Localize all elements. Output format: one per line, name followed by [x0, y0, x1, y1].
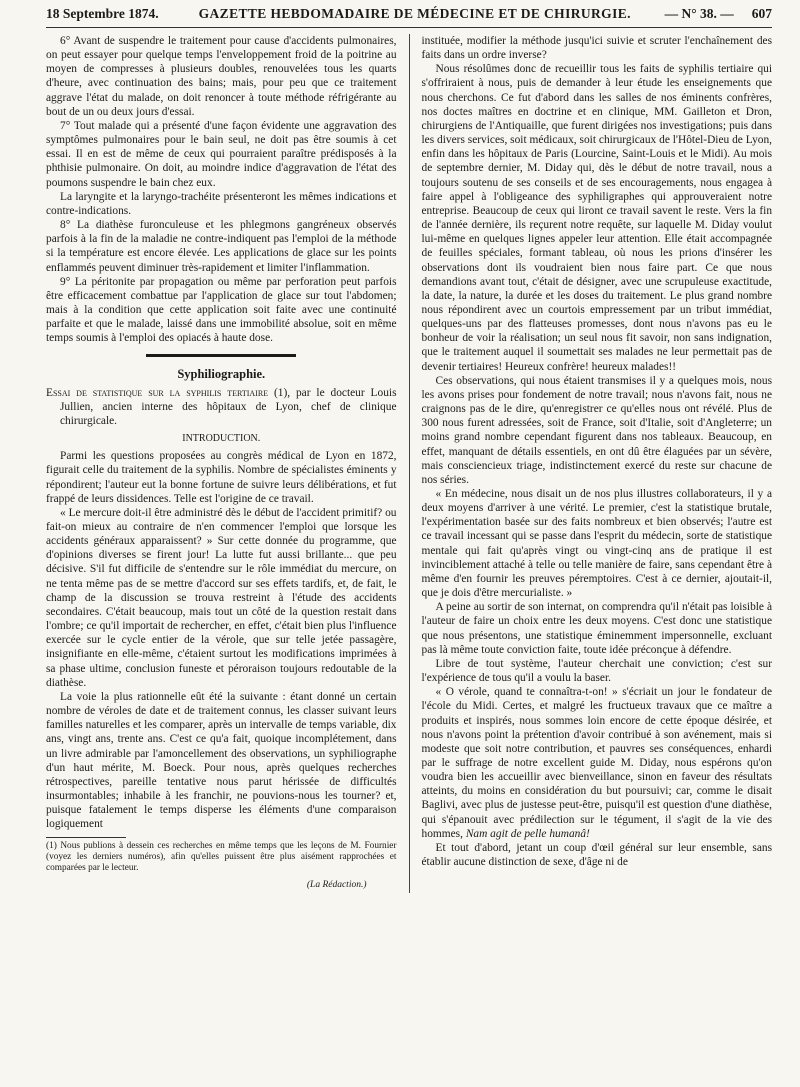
- essay-title: [46, 386, 397, 428]
- issue-date: 18 Septembre 1874.: [46, 6, 159, 21]
- paragraph: La voie la plus rationnelle eût été la suivante : étant donné un certain nombre de véroles de date et de traitement connus, les classer suivant leurs familles naturelles et les comparer, après un intervalle de temps variable, dix ans, vingt ans, trente ans. C'est ce qu'a fait, quoique incomplétement, dans un livre admirable par l'amoncellement des observations, un syphiliographe d'un haut mérite, M. Boeck. Pour nous, après quelques recherches rétrospectives, pareille tentative nous parut hérissée de difficultés insurmontables; inhabile à les franchir, ne pouvions-nous les tourner? et, puisque fatalement le temps disperse les éléments d'une comparaison logiquement: [46, 690, 397, 831]
- section-title: Syphiliographie.: [177, 367, 266, 382]
- paragraph: « En médecine, nous disait un de nos plus illustres collaborateurs, il y a deux moyens d'arriver à une vérité. Le premier, c'est la statistique brutale, l'expérimentation basée sur des faits nombreux et bien observés; l'autre est ce travail incessant qui se passe dans l'esprit du médecin, sorte de statistique mentale qui fait qu'après vingt ou vingt-cinq ans de pratique il est invinciblement attaché à telle ou telle manière de faire, sans cependant être à même d'en fournir les preuves péremptoires. C'est à ce dernier, ajoutait-il, que je dois d'être mercurialiste. »: [421, 488, 773, 600]
- paragraph: 9° La péritonite par propagation ou même par perforation peut parfois être efficacement combattue par l'application de glace sur tout l'abdomen; mais à la condition que cette application soit faite avec une continuité parfaite et que le malade, laissé dans une immobilité absolue, soit en même temps soumis à l'emploi des opiacés à haute dose.: [46, 275, 397, 345]
- paragraph: Parmi les questions proposées au congrès médical de Lyon en 1872, figurait celle du traitement de la syphilis. Nombre de spécialistes éminents y répondirent; l'auteur eut la bonne fortune de suivre leurs délibérations, et fut frappé de leurs dissidences. Telle est l'origine de ce travail.: [46, 450, 397, 505]
- paragraph: La laryngite et la laryngo-trachéite présenteront les mêmes indications et contre-indications.: [46, 190, 397, 217]
- paragraph-text: « O vérole, quand te connaîtra-t-on! » s'écriait un jour le fondateur de l'école du Midi. Certes, et malgré les fructueux travaux que ce maître a produits et inspirés, nous sommes loin encore de cette époque désirée, et nous n'avons point la prétention d'avoir contribué à son avénement, mais si modeste que soit notre contribution, et pauvres ses conséquences, enhardi par le suffrage de notre excellent guide M. Diday, nous espérons qu'on voudra bien les accueillir avec bienveillance, sinon en faveur des résultats atteints, du moins en considération du but poursuivi; car, comme le disait Baglivi, avec plus de justesse peut-être, puisqu'il est question d'une diathèse, qui s'épanouit avec prédilection sur le tégument, il s'agit de la vie des hommes,: [421, 686, 773, 840]
- journal-title: GAZETTE HEBDOMADAIRE DE MÉDECINE ET DE CHIRURGIE.: [198, 6, 631, 21]
- left-column: [46, 34, 397, 893]
- paragraph: Nous résolûmes donc de recueillir tous les faits de syphilis tertiaire qui s'offriraient à nous, puis de demander à leur étude les enseignements que nous cherchons. Ce fut d'abord dans les salles de nos éminents confrères, nos doctes maîtres en doctrine et en clinique, MM. Gailleton et Dron, chirurgiens de l'Antiquaille, que furent dirigées nos investigations; puis dans les divers services, soit médicaux, soit chirurgicaux de l'Hôtel-Dieu de Lyon, enfin dans les hôpitaux de Paris (Lourcine, Saint-Louis et le Midi). Au mois de septembre dernier, M. Diday qui, dès le début de notre travail, nous a toujours soutenu de ses conseils et de ses encouragements, nous engagea à faire appel à l'obligeance des syphiligraphes qui approuveraient notre entreprise. Beaucoup de ceux qui liront ce travail savent le reste. Vers la fin de l'année dernière, ils reçurent notre requête, sur laquelle M. Diday voulut lui-même en quelques lignes appeler leur attention. Elle était accompagnée de feuilles spéciales, formant tableau, où nous les prions d'insérer les observations dont ils voudraient bien nous faire part. Ce que nous demandions avant tout, c'était de désigner, avec une scrupuleuse exactitude, la date, la nature, la durée et les doses du traitement. Le plus grand nombre nous répondirent avec un courtois empressement par un tribut immédiat, quelques-uns par des flatteuses promesses, dont nous n'avons pas eu le bonheur de voir la réalisation; un seul nous fit savoir, non sans indignation, que le traitement auquel il soumettait ses malades ne leur permettait pas de devenir tertiaires! Heureux confrère! heureux malades!!: [421, 63, 773, 373]
- paragraph: Et tout d'abord, jetant un coup d'œil général sur leur ensemble, sans établir aucune distinction de sexe, d'âge ni de: [421, 841, 773, 869]
- editorial-credit: (La Rédaction.): [306, 880, 367, 891]
- paragraph: Libre de tout système, l'auteur cherchait une conviction; c'est sur l'expérience de tous qu'il a voulu la baser.: [421, 657, 773, 685]
- issue-number: — N° 38. —: [664, 6, 734, 21]
- paragraph: 7° Tout malade qui a présenté d'une façon évidente une aggravation des symptômes pulmonaires pour le bain seul, ne doit pas être soumis à cet essai. Il en est de même de ceux qui pourraient paraître prédisposés à la phthisie pulmonaire. On doit, au moindre indice d'aggravation de l'état des poumons suspendre le bain chez eux.: [46, 119, 397, 189]
- introduction-heading: INTRODUCTION.: [182, 433, 261, 445]
- article-columns: [46, 34, 772, 893]
- latin-quote: Nam agit de pelle humanâ!: [465, 827, 590, 840]
- footnote-rule: [46, 837, 126, 838]
- page-number: 607: [751, 6, 772, 21]
- right-column: [422, 34, 773, 893]
- page-header: [46, 6, 772, 28]
- paragraph: « Le mercure doit-il être administré dès le début de l'accident primitif? ou fait-on mieux au contraire de n'en commencer l'emploi que lorsque les accidents généraux apparaissent? » Sur cette donnée du programme, que d'opinions diverses se firent jour! La lutte fut aussi brillante... que peu décisive. S'il fut difficile de s'entendre sur le rôle immédiat du mercure, on ne tenta même pas de se mettre d'accord sur ses effets tardifs, et, de fait, le champ de la discussion se trouva restreint à l'étude des accidents secondaires. C'était beaucoup, mais tout un côté de la question restait dans l'ombre; ce qu'il importait de rechercher, en effet, c'était bien plus l'influence exercée sur le cycle entier de la vérole, que sur telle jetée passagère, insignifiante en elle-même, c'étaient surtout les modifications imprimées à sa phase ultime, conclusion funeste et péroraison toujours redoutable de la diathèse.: [46, 506, 397, 689]
- essay-title-author: (1), par le docteur Louis Jullien, ancien interne des hôpitaux de Lyon, chef de clinique chirurgicale.: [60, 386, 397, 427]
- paragraph: [422, 685, 773, 841]
- paragraph: Ces observations, qui nous étaient transmises il y a quelques mois, nous les avons prises pour fondement de notre travail; nous n'avons fait, nous ne craignons pas de le dire, qu'enregistrer ce qu'elles nous ont révélé. Plus de 300 nous furent adressées, soit de France, soit d'Italie, soit d'Angleterre; un moins grand nombre cependant figurent dans nos tableaux. Beaucoup, en effet, manquant de détails essentiels, en ont dû être élaguées par un sévère, mais consciencieux triage, indistinctement exercé du reste sur chacune de nos séries.: [421, 374, 773, 486]
- paragraph: 6° Avant de suspendre le traitement pour cause d'accidents pulmonaires, on peut essayer pour quelque temps l'enveloppement froid de la poitrine au moyen de compresses à plusieurs doubles, renouvelées tous les quarts d'heure, avec continuation des bains; mais, pour peu que ce traitement aggrave l'état du malade, on doit renoncer à toute méthode réfrigérante au bout de un ou deux jours d'essai.: [46, 35, 397, 118]
- paragraph: instituée, modifier la méthode jusqu'ici suivie et scruter l'enchaînement des faits dans un ordre inverse?: [421, 35, 773, 62]
- paragraph: 8° La diathèse furonculeuse et les phlegmons gangréneux observés parfois à la fin de la maladie ne contre-indiquent pas l'emploi de la méthode si la température est encore élevée. Les applications de glace sur les points enflammés peuvent diminuer très-rapidement et limiter l'inflammation.: [46, 219, 397, 274]
- paragraph: A peine au sortir de son internat, on comprendra qu'il n'était pas loisible à l'auteur de faire un choix entre les deux moyens. C'est donc une statistique que nous présentons, une statistique éminemment impersonnelle, excluant pas là même toute conviction faite, toute idée préconçue à défendre.: [421, 601, 773, 656]
- essay-title-main: Essai de statistique sur la syphilis tertiaire: [46, 386, 269, 399]
- column-separator: [409, 34, 410, 893]
- section-divider: [146, 354, 296, 357]
- footnote: (1) Nous publions à dessein ces recherches en même temps que les leçons de M. Fournier (voyez les derniers numéros), afin qu'elles puissent être plus aisément rapprochées et comparées par le lecteur.: [46, 841, 397, 874]
